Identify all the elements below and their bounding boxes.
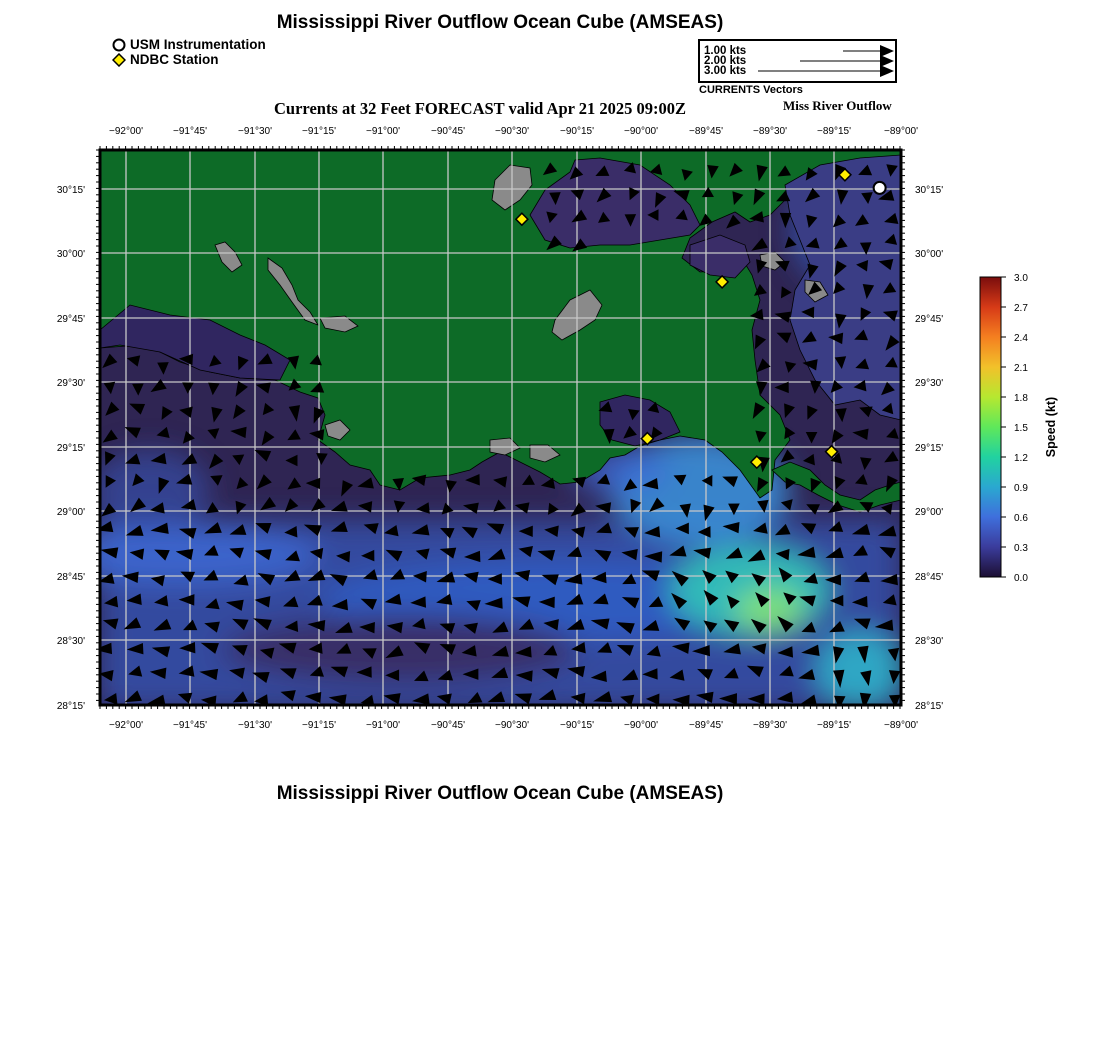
longitude-tick-label-bottom: −89°00'	[884, 720, 918, 731]
longitude-tick-label-bottom: −90°45'	[431, 720, 465, 731]
colorbar-tick-label: 1.8	[1014, 393, 1028, 404]
longitude-tick-label-top: −91°00'	[366, 126, 400, 137]
vector-key-caption: CURRENTS Vectors	[699, 84, 803, 96]
longitude-tick-label-bottom: −91°00'	[366, 720, 400, 731]
longitude-tick-label-bottom: −90°15'	[560, 720, 594, 731]
latitude-tick-label-right: 29°00'	[915, 507, 944, 518]
vector-key-3kt-label: 3.00 kts	[704, 65, 747, 77]
longitude-tick-label-bottom: −90°00'	[624, 720, 658, 731]
latitude-tick-label-left: 29°45'	[56, 314, 85, 325]
longitude-tick-label-top: −89°15'	[817, 126, 851, 137]
map-frame-contents	[40, 150, 910, 710]
forecast-subtitle: Currents at 32 Feet FORECAST valid Apr 21 2025 09:00Z	[274, 99, 687, 118]
latitude-tick-label-left: 28°45'	[56, 572, 85, 583]
latitude-tick-label-right: 30°15'	[915, 185, 944, 196]
colorbar-tick-label: 2.4	[1014, 333, 1028, 344]
latitude-tick-label-left: 30°15'	[56, 185, 85, 196]
colorbar-tick-label: 1.2	[1014, 453, 1028, 464]
vector-key-1kt-label: 1.00 kts	[704, 45, 747, 57]
longitude-tick-label-bottom: −91°15'	[302, 720, 336, 731]
latitude-tick-label-right: 30°00'	[915, 249, 944, 260]
latitude-tick-label-right: 28°45'	[915, 572, 944, 583]
longitude-tick-label-top: −90°15'	[560, 126, 594, 137]
legend-ndbc-label: NDBC Station	[130, 52, 219, 67]
longitude-tick-label-bottom: −89°15'	[817, 720, 851, 731]
colorbar-tick-label: 0.6	[1014, 513, 1028, 524]
speed-colorbar	[980, 273, 1058, 584]
latitude-tick-label-left: 29°00'	[56, 507, 85, 518]
longitude-tick-label-bottom: −89°45'	[689, 720, 723, 731]
colorbar-tick-label: 3.0	[1014, 273, 1028, 284]
longitude-tick-label-top: −89°30'	[753, 126, 787, 137]
longitude-tick-label-top: −89°00'	[884, 126, 918, 137]
colorbar-ticks	[1001, 273, 1028, 584]
longitude-tick-label-top: −89°45'	[689, 126, 723, 137]
longitude-tick-label-top: −90°30'	[495, 126, 529, 137]
colorbar-tick-label: 0.9	[1014, 483, 1028, 494]
longitude-tick-label-top: −91°45'	[173, 126, 207, 137]
longitude-tick-label-top: −91°15'	[302, 126, 336, 137]
longitude-tick-label-top: −90°45'	[431, 126, 465, 137]
longitude-tick-label-top: −90°00'	[624, 126, 658, 137]
colorbar-gradient	[980, 277, 1001, 577]
latitude-labels-right	[915, 185, 943, 712]
latitude-tick-label-left: 30°00'	[56, 249, 85, 260]
longitude-tick-label-bottom: −91°45'	[173, 720, 207, 731]
longitude-tick-label-bottom: −89°30'	[753, 720, 787, 731]
latitude-tick-label-right: 28°15'	[915, 701, 944, 712]
colorbar-tick-label: 0.3	[1014, 543, 1028, 554]
latitude-tick-label-right: 29°30'	[915, 378, 944, 389]
latitude-tick-label-right: 29°45'	[915, 314, 944, 325]
longitude-tick-label-bottom: −92°00'	[109, 720, 143, 731]
latitude-tick-label-left: 29°30'	[56, 378, 85, 389]
longitude-tick-label-top: −91°30'	[238, 126, 272, 137]
latitude-labels-left	[57, 185, 85, 712]
region-label: Miss River Outflow	[783, 98, 892, 113]
latitude-tick-label-right: 29°15'	[915, 443, 944, 454]
colorbar-tick-label: 2.7	[1014, 303, 1028, 314]
colorbar-tick-label: 1.5	[1014, 423, 1028, 434]
longitude-labels-top	[109, 126, 918, 137]
latitude-tick-label-left: 28°15'	[56, 701, 85, 712]
longitude-tick-label-bottom: −90°30'	[495, 720, 529, 731]
colorbar-tick-label: 0.0	[1014, 573, 1028, 584]
latitude-tick-label-left: 28°30'	[56, 636, 85, 647]
colorbar-title: Speed (kt)	[1044, 396, 1058, 458]
longitude-tick-label-top: −92°00'	[109, 126, 143, 137]
colorbar-tick-label: 2.1	[1014, 363, 1028, 374]
usm-instrument-marker[interactable]	[874, 182, 886, 194]
latitude-tick-label-right: 28°30'	[915, 636, 944, 647]
legend-usm-label: USM Instrumentation	[130, 37, 266, 52]
longitude-labels-bottom	[109, 720, 918, 731]
bottom-title: Mississippi River Outflow Ocean Cube (AMSEAS)	[276, 783, 724, 804]
longitude-tick-label-bottom: −91°30'	[238, 720, 272, 731]
latitude-tick-label-left: 29°15'	[56, 443, 85, 454]
map-title: Mississippi River Outflow Ocean Cube (AMSEAS)	[276, 12, 724, 33]
vector-key-2kt-label: 2.00 kts	[704, 55, 747, 67]
